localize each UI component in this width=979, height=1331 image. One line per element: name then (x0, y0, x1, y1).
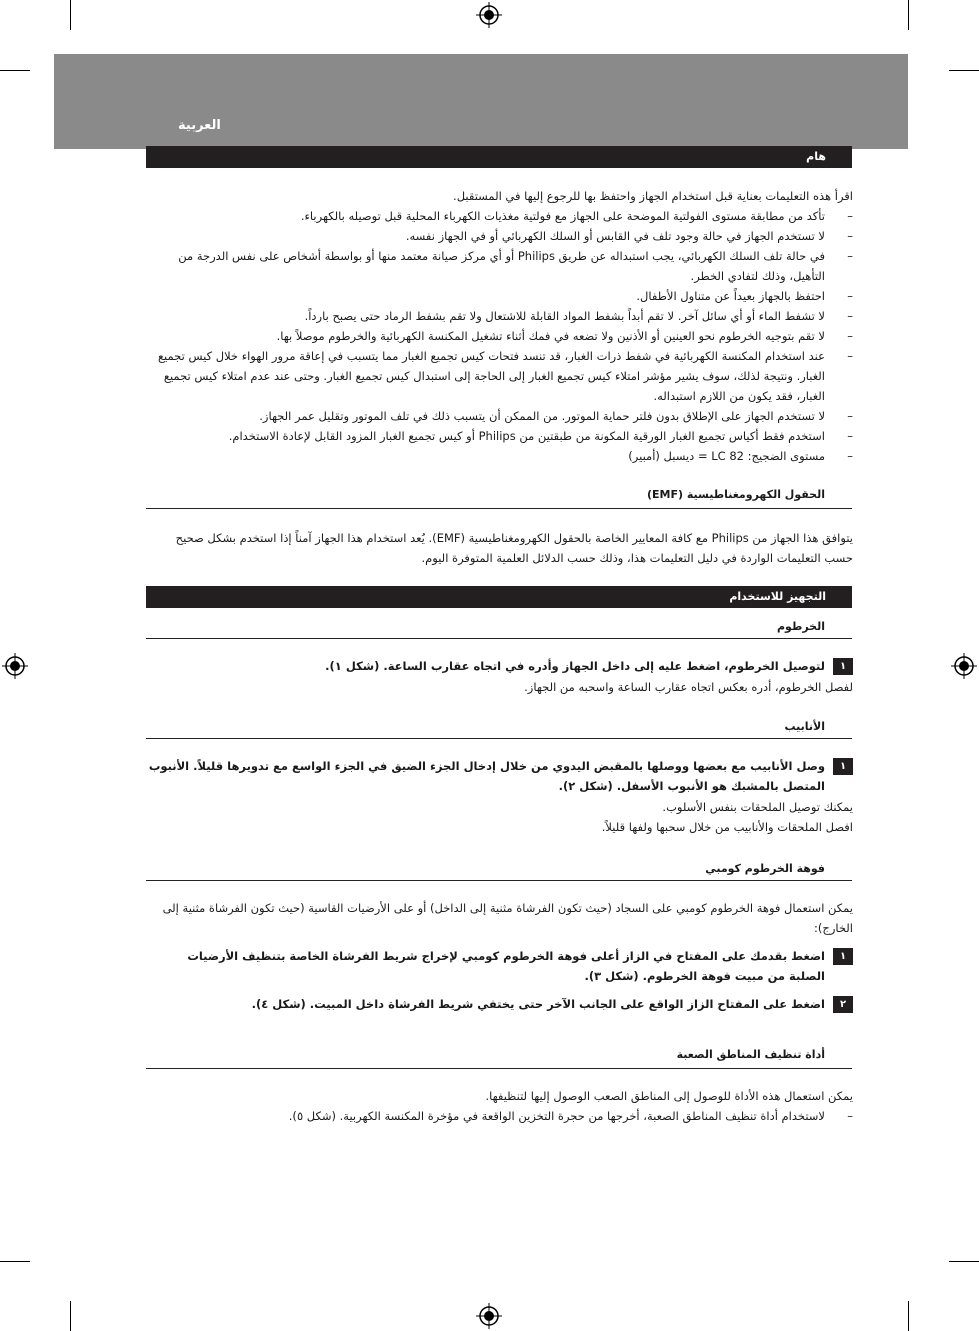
list-item: – استخدم فقط أكياس تجميع الغبار الورقية المكونة من طبقتين من Philips أو كيس تجميع الغبار المزود القابل لإعادة الاستخدام. (148, 426, 853, 446)
crop-mark (908, 0, 909, 30)
list-item: – في حالة تلف السلك الكهربائي، يجب استبداله عن طريق Philips أو أي مركز صيانة معتمد منها أو بواسطة أشخاص على نفس الدرجة من التأهيل، وذلك لتفادي الخطر. (148, 246, 853, 286)
crevice-list (148, 1106, 853, 1126)
combo-title: فوهة الخرطوم كومبي (705, 862, 825, 875)
list-item: – مستوى الضجيج: LC 82 = ديسبل (أمبير) (148, 446, 853, 466)
hose-title: الخرطوم (777, 620, 825, 633)
list-item: – لاستخدام أداة تنظيف المناطق الصعبة، أخرجها من حجرة التخزين الواقعة في مؤخرة المكنسة الكهربية. (شكل ٥). (148, 1106, 853, 1126)
registration-mark-icon (476, 2, 502, 28)
divider (146, 1068, 852, 1069)
list-item: – لا تستخدم الجهاز على الإطلاق بدون فلتر حماية الموتور. من الممكن أن يتسبب ذلك في تلف الموتور وتقليل عمر الجهاز. (148, 406, 853, 426)
list-item: – تأكد من مطابقة مستوى الفولتية الموضحة على الجهاز مع فولتية مغذيات الكهرباء المحلية قبل توصيله بالكهرباء. (148, 206, 853, 226)
crevice-intro: يمكن استعمال هذه الأداة للوصول إلى المناطق الصعب الوصول إليها لتنظيفها. (485, 1089, 853, 1103)
section-bar-prep: التجهيز للاستخدام (146, 586, 852, 608)
step-text: اضغط على المفتاح الزاز الواقع على الجانب الآخر حتى يختفي شريط الفرشاة داخل المبيت. (شكل ٤). (251, 997, 825, 1011)
important-list (148, 206, 853, 466)
language-label: العربية (178, 118, 221, 133)
emf-text: يتوافق هذا الجهاز من Philips مع كافة المعايير الخاصة بالحقول الكهرومغناطيسية (EMF). يُعد استخدام هذا الجهاز آمناً إذا استخدم بشكل صحيح حسب التعليمات الواردة في دليل التعليمات هذا، وذلك حسب الدلائل العلمية المتوفرة اليوم. (175, 531, 853, 565)
list-item: – احتفظ بالجهاز بعيداً عن متناول الأطفال. (148, 286, 853, 306)
crop-mark (908, 1301, 909, 1331)
combo-intro: يمكن استعمال فوهة الخرطوم كومبي على السجاد (حيث تكون الفرشاة مثنية إلى الداخل) أو على الأرضيات القاسية (حيث تكون الفرشاة مثنية إلى الخارج): (162, 901, 853, 935)
emf-title: الحقول الكهرومغناطيسية (EMF) (647, 488, 825, 501)
crop-mark (949, 70, 979, 71)
list-item: – لا تستخدم الجهاز في حالة وجود تلف في القابس أو السلك الكهربائي أو في الجهاز نفسه. (148, 226, 853, 246)
step-number: ١ (833, 758, 853, 775)
combo-step-1 (148, 946, 853, 986)
list-item: – عند استخدام المكنسة الكهربائية في شفط ذرات الغبار، قد تنسد فتحات كيس تجميع الغبار مما يتسبب في إعاقة مرور الهواء خلال كيس تجميع الغبار. ونتيجة لذلك، سوف يشير مؤشر امتلاء كيس تجميع الغبار إلى الحاجة إلى استبدال كيس تجميع الغبار. وحتى عند عدم امتلاء كيس تجميع الغبار، فقد يكون من اللازم استبداله. (148, 346, 853, 406)
registration-mark-icon (951, 653, 977, 679)
header-band (54, 54, 908, 149)
step-number: ١ (833, 948, 853, 965)
crevice-title: أداة تنظيف المناطق الصعبة (676, 1048, 825, 1061)
hose-note: لفصل الخرطوم، أدره بعكس اتجاه عقارب الساعة واسحبه من الجهاز. (524, 680, 853, 694)
registration-mark-icon (476, 1303, 502, 1329)
divider (146, 738, 852, 739)
step-text: وصل الأنابيب مع بعضها ووصلها بالمقبض اليدوي من خلال إدخال الجزء الضيق في الجزء الواسع مع تدويرها قليلاً. الأنبوب المتصل بالمشبك هو الأنبوب الأسفل. (شكل ٢). (148, 759, 825, 793)
crop-mark (0, 1261, 30, 1262)
step-text: لتوصيل الخرطوم، اضغط عليه إلى داخل الجهاز وأدره في اتجاه عقارب الساعة. (شكل ١). (325, 659, 825, 673)
step-text: اضغط بقدمك على المفتاح في الزاز أعلى فوهة الخرطوم كومبي لإخراج شريط الفرشاة الخاصة بتنظيف الأرضيات الصلبة من مبيت فوهة الخرطوم. (شكل ٣). (187, 949, 825, 983)
list-item: – لا تقم بتوجيه الخرطوم نحو العينين أو الأذنين ولا تضعه في فمك أثناء تشغيل المكنسة الكهربائية والخرطوم موصلاً بها. (148, 326, 853, 346)
list-item: – لا تشفط الماء أو أي سائل آخر. لا تقم أبداً بشفط المواد القابلة للاشتعال ولا تقم بشفط الرماد حتى يصبح بارداً. (148, 306, 853, 326)
crop-mark (70, 0, 71, 30)
divider (146, 880, 852, 881)
tubes-note-2: افصل الملحقات والأنابيب من خلال سحبها ولفها قليلاً. (601, 820, 853, 834)
important-intro: اقرأ هذه التعليمات بعناية قبل استخدام الجهاز واحتفظ بها للرجوع إليها في المستقبل. (453, 189, 853, 203)
hose-step-1 (148, 656, 853, 676)
tubes-step-1 (148, 756, 853, 796)
step-number: ٢ (833, 996, 853, 1013)
divider (146, 508, 852, 509)
crop-mark (0, 70, 30, 71)
registration-mark-icon (2, 653, 28, 679)
divider (146, 638, 852, 639)
tubes-title: الأنابيب (784, 720, 825, 733)
tubes-note-1: يمكنك توصيل الملحقات بنفس الأسلوب. (662, 800, 853, 814)
section-bar-important: هام (146, 146, 852, 168)
crop-mark (70, 1301, 71, 1331)
step-number: ١ (833, 658, 853, 675)
crop-mark (949, 1261, 979, 1262)
combo-step-2 (148, 994, 853, 1014)
